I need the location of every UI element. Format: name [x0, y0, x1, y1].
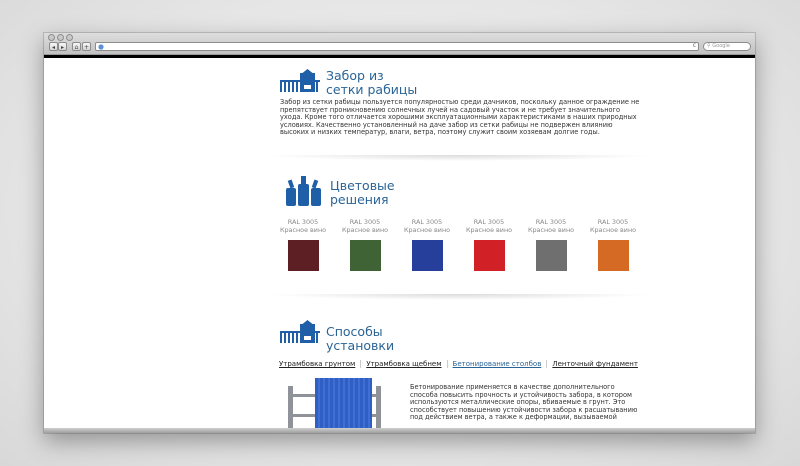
- fence-icon: [280, 320, 320, 344]
- browser-bottom-edge: [44, 428, 755, 433]
- fence-illustration: [288, 378, 383, 428]
- section-title-line: Цветовые: [330, 178, 395, 193]
- color-swatch[interactable]: [288, 240, 319, 271]
- swatch-name: Красное вино: [403, 226, 451, 234]
- color-swatch-item[interactable]: [401, 218, 453, 271]
- swatch-code: RAL 3005: [473, 218, 505, 226]
- search-placeholder: Google: [712, 43, 730, 49]
- tab-gravel-compaction[interactable]: Утрамбовка щебнем: [360, 360, 446, 368]
- paint-cans-icon: [283, 176, 323, 208]
- installation-tabs: [279, 360, 643, 368]
- section-title-fence: [326, 69, 417, 97]
- swatch-code: RAL 3005: [287, 218, 319, 226]
- page-content: [44, 58, 755, 428]
- browser-window: [44, 33, 755, 433]
- color-swatch-item[interactable]: [587, 218, 639, 271]
- browser-toolbar: [44, 33, 755, 55]
- address-bar[interactable]: [95, 42, 699, 51]
- color-swatch-item[interactable]: [463, 218, 515, 271]
- tab-soil-compaction[interactable]: Утрамбовка грунтом: [279, 360, 356, 368]
- section-title-line: Способы: [326, 324, 383, 339]
- zoom-icon[interactable]: [66, 34, 73, 41]
- swatch-name: Красное вино: [279, 226, 327, 234]
- installation-text: Бетонирование применяется в качестве дополнительного способа повысить прочность и устойчивость забора, в котором используются металлические опоры, вбиваемые в грунт. Это способствует повышению устойчивости забора к расшатыванию под действием ветра, а также к деформации, вызываемой: [410, 383, 638, 422]
- swatch-code: RAL 3005: [411, 218, 443, 226]
- tab-strip-foundation[interactable]: Ленточный фундамент: [546, 360, 643, 368]
- section-title-line: сетки рабицы: [326, 82, 418, 97]
- swatch-name: Красное вино: [527, 226, 575, 234]
- section-title-installation: [326, 325, 394, 353]
- color-swatch[interactable]: [350, 240, 381, 271]
- color-swatch-item[interactable]: [525, 218, 577, 271]
- swatch-code: RAL 3005: [597, 218, 629, 226]
- window-controls: [48, 34, 73, 41]
- reload-button[interactable]: c: [692, 42, 696, 49]
- color-swatch[interactable]: [412, 240, 443, 271]
- section-title-line: установки: [326, 338, 395, 353]
- globe-icon: [98, 44, 104, 50]
- color-swatch-item[interactable]: [277, 218, 329, 271]
- swatch-name: Красное вино: [341, 226, 389, 234]
- section-fence-text: Забор из сетки рабицы пользуется популярностью среди дачников, поскольку данное ограждение не препятствует проникновению солнечных лучей на садовый участок и не требует значительного ухода. Кроме того отличается хорошими эксплуатационными характеристиками в наших природных условиях. Качественно установленный на даче забор из сетки рабицы не подвержен влиянию высоких и низких температур, влаги, ветра, поэтому служит своим хозяевам долгие годы.: [280, 98, 640, 137]
- color-swatch[interactable]: [536, 240, 567, 271]
- swatch-name: Красное вино: [589, 226, 637, 234]
- home-button[interactable]: ⌂: [72, 42, 81, 51]
- fence-icon: [280, 69, 320, 93]
- swatch-code: RAL 3005: [349, 218, 381, 226]
- tab-post-concreting[interactable]: Бетонирование столбов: [447, 360, 547, 368]
- color-swatch[interactable]: [598, 240, 629, 271]
- forward-button[interactable]: ▸: [58, 42, 67, 51]
- section-title-line: Забор из: [326, 68, 384, 83]
- close-icon[interactable]: [48, 34, 55, 41]
- swatch-name: Красное вино: [465, 226, 513, 234]
- swatch-code: RAL 3005: [535, 218, 567, 226]
- minimize-icon[interactable]: [57, 34, 64, 41]
- back-button[interactable]: ◂: [49, 42, 58, 51]
- section-title-line: решения: [330, 192, 389, 207]
- add-bookmark-button[interactable]: +: [83, 44, 90, 51]
- search-input[interactable]: [703, 42, 751, 51]
- section-divider: [264, 294, 654, 300]
- color-swatch-item[interactable]: [339, 218, 391, 271]
- section-title-colors: [330, 179, 395, 207]
- color-swatch[interactable]: [474, 240, 505, 271]
- search-icon: ⚲: [707, 43, 711, 49]
- section-divider: [264, 155, 654, 161]
